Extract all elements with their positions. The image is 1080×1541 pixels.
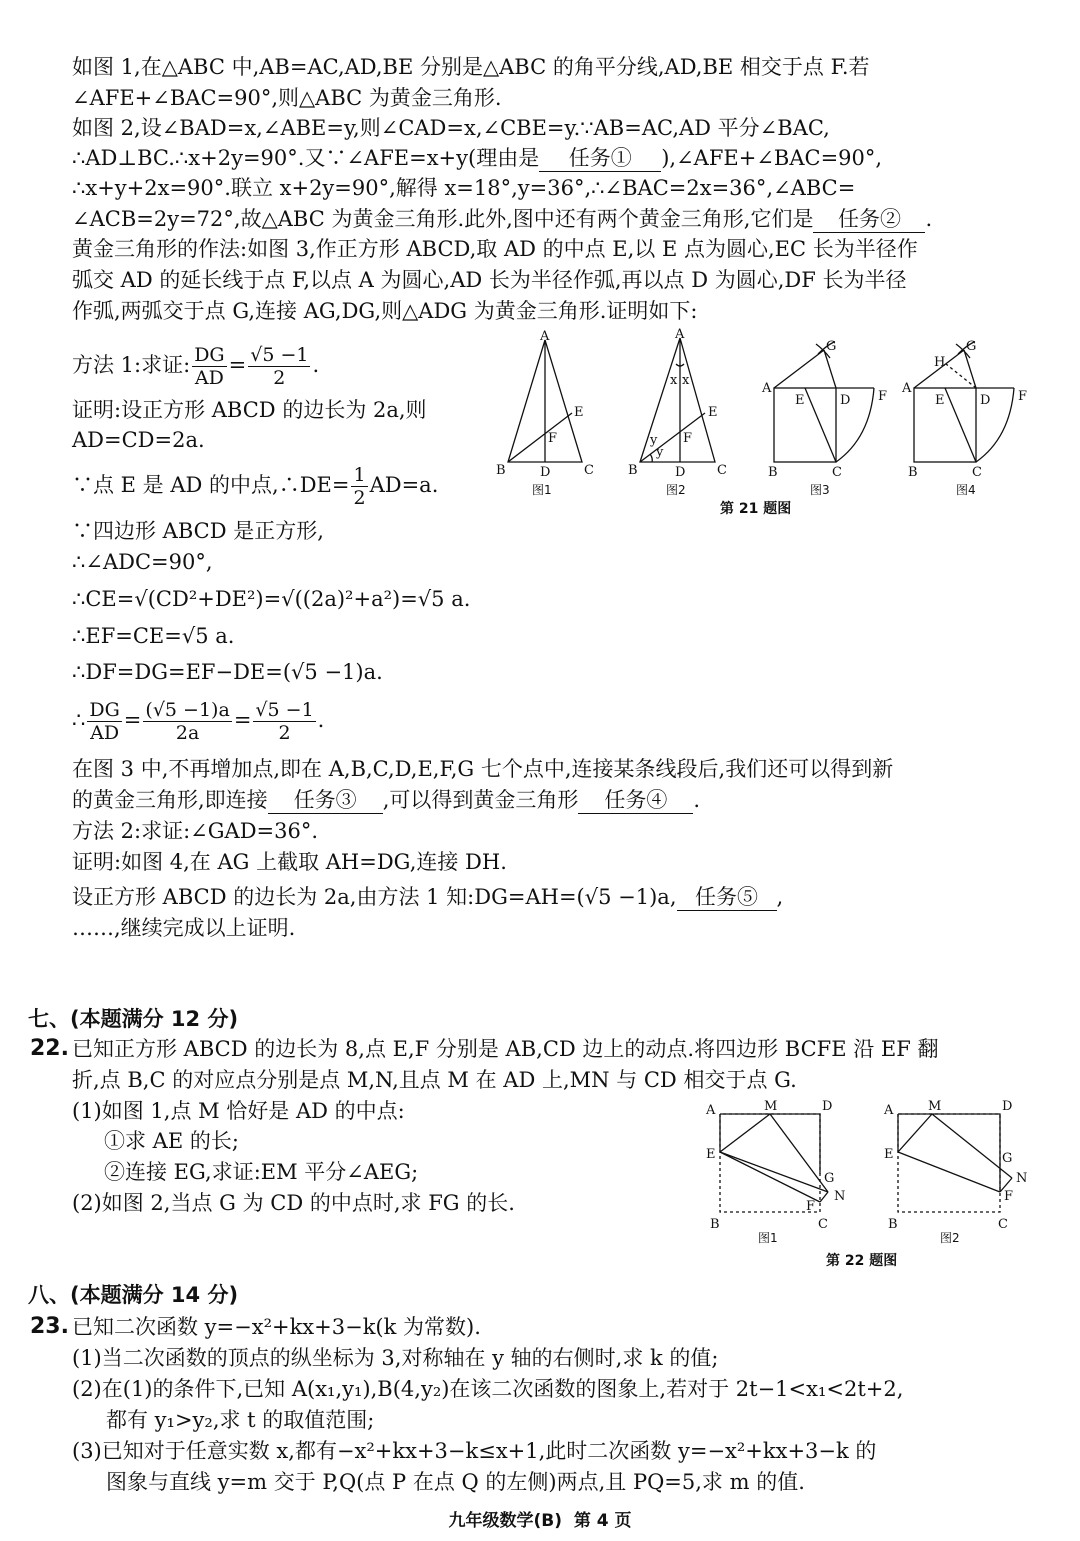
fig3-line-2 xyxy=(72,785,700,815)
svg-text:F: F xyxy=(1004,1189,1014,1204)
svg-text:D: D xyxy=(840,393,851,408)
q22-part-1b: ②连接 EG,求证:EM 平分∠AEG; xyxy=(104,1160,419,1184)
frac-num: √5 −1 xyxy=(250,344,309,366)
method1-line-4-a: ∵点 E 是 AD 的中点,∴DE= xyxy=(72,473,350,497)
svg-text:x: x xyxy=(670,373,678,388)
svg-text:C: C xyxy=(972,465,982,480)
svg-text:E: E xyxy=(935,393,945,408)
frac-den: AD xyxy=(90,722,120,744)
fraction-dg-ad xyxy=(192,344,226,389)
frac-den: AD xyxy=(194,367,224,389)
method2-line-3-b: , xyxy=(776,885,784,909)
svg-text:N: N xyxy=(1016,1171,1028,1186)
q21-line-4-a: ∴AD⊥BC.∴x+2y=90°.又∵∠AFE=x+y(理由是 xyxy=(72,146,540,170)
fraction-dg-ad-2 xyxy=(87,699,121,744)
method1-line-2: 证明:设正方形 ABCD 的边长为 2a,则 xyxy=(72,398,427,422)
svg-text:B: B xyxy=(768,465,778,480)
svg-text:A: A xyxy=(675,328,685,342)
q22-figures xyxy=(700,1094,1040,1246)
q23-part-1: (1)当二次函数的顶点的纵坐标为 3,对称轴在 y 轴的右侧时,求 k 的值; xyxy=(72,1346,719,1370)
svg-text:A: A xyxy=(884,1103,894,1118)
q22-fig2-abcd xyxy=(898,1114,1000,1212)
svg-text:B: B xyxy=(496,463,506,478)
svg-text:E: E xyxy=(795,393,805,408)
q22-fig2-caption: 图2 xyxy=(940,1231,960,1245)
fig2-caption: 图2 xyxy=(666,483,686,497)
frac-num: √5 −1 xyxy=(255,699,314,721)
method1-line-9: ∴DF=DG=EF−DE=(√5 −1)a. xyxy=(72,660,383,684)
q21-line-7: 黄金三角形的作法:如图 3,作正方形 ABCD,取 AD 的中点 E,以 E 点为圆心,EC 长为半径作 xyxy=(72,237,918,261)
task3-blank: 任务③ xyxy=(268,787,383,814)
svg-text:G: G xyxy=(1002,1151,1013,1166)
q22-line-2: 折,点 B,C 的对应点分别是点 M,N,且点 M 在 AD 上,MN 与 CD 相交于点 G. xyxy=(72,1068,797,1092)
frac-num: 1 xyxy=(353,464,366,486)
frac-den: 2 xyxy=(353,487,366,509)
svg-text:D: D xyxy=(675,465,686,480)
svg-text:C: C xyxy=(998,1217,1008,1232)
q22-fig2-em xyxy=(898,1114,932,1152)
fig4-ec xyxy=(945,388,976,462)
svg-text:M: M xyxy=(764,1099,778,1114)
q22-part-2: (2)如图 2,当点 G 为 CD 的中点时,求 FG 的长. xyxy=(72,1191,515,1215)
q21-line-6-a: ∠ACB=2y=72°,故△ABC 为黄金三角形.此外,图中还有两个黄金三角形,它们是 xyxy=(72,207,814,231)
svg-text:H: H xyxy=(934,355,946,370)
svg-text:G: G xyxy=(966,339,977,354)
frac-den: 2 xyxy=(273,367,286,389)
q22-part-1a: ①求 AE 的长; xyxy=(104,1129,239,1153)
therefore-sign: ∴ xyxy=(72,708,86,732)
svg-text:D: D xyxy=(822,1099,833,1114)
q23-line-1: 已知二次函数 y=−x²+kx+3−k(k 为常数). xyxy=(72,1315,481,1339)
fig3-ag xyxy=(774,350,824,388)
fraction-half xyxy=(351,464,367,509)
svg-text:A: A xyxy=(540,329,550,344)
fig3-line-2-a: 的黄金三角形,即连接 xyxy=(72,788,268,812)
svg-text:D: D xyxy=(980,393,991,408)
svg-text:E: E xyxy=(884,1147,894,1162)
fig2-labels xyxy=(628,328,727,480)
q22-fig1-mn xyxy=(770,1114,828,1192)
q21-line-5: ∴x+y+2x=90°.联立 x+2y=90°,解得 x=18°,y=36°,∴∠BAC=2x=36°,∠ABC= xyxy=(72,176,856,200)
method1-line-6: ∴∠ADC=90°, xyxy=(72,550,213,574)
method2-line-1: 方法 2:求证:∠GAD=36°. xyxy=(72,819,319,843)
svg-text:B: B xyxy=(628,463,638,478)
fraction-golden-2 xyxy=(253,699,315,744)
fig4-labels xyxy=(901,339,1027,480)
svg-text:B: B xyxy=(888,1217,898,1232)
task5-blank: 任务⑤ xyxy=(677,884,777,911)
svg-text:C: C xyxy=(818,1217,828,1232)
section-8-heading: 八、(本题满分 14 分) xyxy=(28,1283,239,1307)
q21-line-4 xyxy=(72,143,882,173)
svg-text:G: G xyxy=(824,1171,835,1186)
fig3-labels xyxy=(761,339,887,480)
task4-blank: 任务④ xyxy=(578,787,693,814)
svg-text:F: F xyxy=(806,1199,816,1214)
method2-line-2: 证明:如图 4,在 AG 上截取 AH=DG,连接 DH. xyxy=(72,850,507,874)
fig4-square xyxy=(914,388,976,462)
svg-text:B: B xyxy=(710,1217,720,1232)
fig3-square xyxy=(774,388,836,462)
page-footer: 九年级数学(B) 第 4 页 xyxy=(448,1511,632,1531)
q22-line-1: 已知正方形 ABCD 的边长为 8,点 E,F 分别是 AB,CD 边上的动点.将四边形 BCFE 沿 EF 翻 xyxy=(72,1037,939,1061)
q22-number: 22. xyxy=(30,1036,69,1061)
svg-text:y: y xyxy=(656,445,664,460)
q22-fig1-fn xyxy=(820,1192,828,1202)
method2-line-4: ……,继续完成以上证明. xyxy=(72,916,296,940)
q21-figures xyxy=(490,328,1050,518)
section-7-heading: 七、(本题满分 12 分) xyxy=(28,1007,239,1031)
fig4-caption: 图4 xyxy=(956,483,976,497)
q21-line-8: 弧交 AD 的延长线于点 F,以点 A 为圆心,AD 长为半径作弧,再以点 D 为圆心,DF 长为半径 xyxy=(72,268,907,292)
method1-line-10: ∴ $\frac{DG}{AD}$ = $\frac{(√5 -1)a}{2a}$ = $\frac{√5 -1}{2}$ . xyxy=(72,699,325,744)
method1-line-7: ∴CE=√(CD²+DE²)=√((2a)²+a²)=√5 a. xyxy=(72,587,471,611)
svg-text:C: C xyxy=(717,463,727,478)
q21-line-1: 如图 1,在△ABC 中,AB=AC,AD,BE 分别是△ABC 的角平分线,AD,BE 相交于点 F.若 xyxy=(72,55,870,79)
fig3-caption: 图3 xyxy=(810,483,830,497)
q21-line-6-b: . xyxy=(925,207,933,231)
method2-line-3-a: 设正方形 ABCD 的边长为 2a,由方法 1 知:DG=AH=(√5 −1)a, xyxy=(72,885,677,909)
svg-text:E: E xyxy=(574,405,584,420)
q21-line-2: ∠AFE+∠BAC=90°,则△ABC 为黄金三角形. xyxy=(72,86,502,110)
svg-text:F: F xyxy=(878,389,888,404)
svg-text:x: x xyxy=(682,373,690,388)
svg-text:F: F xyxy=(548,431,558,446)
svg-text:C: C xyxy=(584,463,594,478)
fig3-line-1: 在图 3 中,不再增加点,即在 A,B,C,D,E,F,G 七个点中,连接某条线段后,我们还可以得到新 xyxy=(72,757,894,781)
svg-text:E: E xyxy=(708,405,718,420)
svg-text:C: C xyxy=(832,465,842,480)
method1-line-8: ∴EF=CE=√5 a. xyxy=(72,624,235,648)
q22-fig1-top xyxy=(720,1114,820,1174)
method1-claim: 方法 1:求证: $\frac{DG}{AD}$ = $\frac{√5 -1}{2}$ . xyxy=(72,344,320,389)
q22-fig1-ef xyxy=(720,1152,820,1202)
svg-text:N: N xyxy=(834,1189,846,1204)
method1-line-5: ∵四边形 ABCD 是正方形, xyxy=(72,519,324,543)
q22-fig1-abcd xyxy=(720,1114,820,1212)
svg-text:D: D xyxy=(540,465,551,480)
svg-text:F: F xyxy=(683,431,693,446)
method1-line-4-b: AD=a. xyxy=(369,473,439,497)
svg-text:D: D xyxy=(1002,1099,1013,1114)
svg-text:A: A xyxy=(902,381,912,396)
method1-line-4 xyxy=(72,460,438,510)
frac-num: DG xyxy=(89,699,120,721)
frac-den: 2 xyxy=(278,722,291,744)
method1-label: 方法 1:求证: xyxy=(72,353,191,377)
svg-text:E: E xyxy=(706,1147,716,1162)
q22-fig1-en xyxy=(720,1152,828,1192)
svg-text:y: y xyxy=(650,433,658,448)
fig1-be xyxy=(508,413,572,462)
q21-line-3: 如图 2,设∠BAD=x,∠ABE=y,则∠CAD=x,∠CBE=y.∵AB=AC,AD 平分∠BAC, xyxy=(72,116,830,140)
fig1-caption: 图1 xyxy=(532,483,552,497)
method1-line-3: AD=CD=2a. xyxy=(72,428,205,452)
svg-text:B: B xyxy=(908,465,918,480)
q23-part-2: (2)在(1)的条件下,已知 A(x₁,y₁),B(4,y₂)在该二次函数的图象上,若对于 2t−1<x₁<2t+2, xyxy=(72,1377,904,1401)
q22-part-1: (1)如图 1,点 M 恰好是 AD 的中点: xyxy=(72,1099,405,1123)
q21-line-9: 作弧,两弧交于点 G,连接 AG,DG,则△ADG 为黄金三角形.证明如下: xyxy=(72,299,698,323)
fraction-golden xyxy=(248,344,310,389)
svg-text:A: A xyxy=(706,1103,716,1118)
fig4-dg xyxy=(964,350,976,388)
svg-text:G: G xyxy=(826,339,837,354)
svg-text:A: A xyxy=(762,381,772,396)
q22-fig1-em xyxy=(720,1114,770,1152)
method2-line-3 xyxy=(72,882,783,912)
q21-line-6 xyxy=(72,204,932,234)
q22-fig1-caption: 图1 xyxy=(758,1231,778,1245)
q23-part-2b: 都有 y₁>y₂,求 t 的取值范围; xyxy=(106,1408,375,1432)
q21-line-4-b: ),∠AFE+∠BAC=90°, xyxy=(661,146,883,170)
task2-blank: 任务② xyxy=(813,206,925,233)
q22-figure-title: 第 22 题图 xyxy=(826,1253,898,1269)
svg-text:M: M xyxy=(928,1099,942,1114)
fraction-expanded xyxy=(143,699,231,744)
fig3-line-2-c: . xyxy=(693,788,701,812)
frac-num: DG xyxy=(194,344,225,366)
fig4-dh xyxy=(946,364,976,388)
q23-part-3b: 图象与直线 y=m 交于 P,Q(点 P 在点 Q 的左侧)两点,且 PQ=5,求 m 的值. xyxy=(106,1470,805,1494)
task1-blank: 任务① xyxy=(539,145,661,172)
q23-part-3: (3)已知对于任意实数 x,都有−x²+kx+3−k≤x+1,此时二次函数 y=−x²+kx+3−k 的 xyxy=(72,1439,877,1463)
fig3-dg xyxy=(824,350,836,388)
frac-den: 2a xyxy=(175,722,200,744)
q23-number: 23. xyxy=(30,1314,69,1339)
fig3-ec xyxy=(805,388,836,462)
fig3-line-2-b: ,可以得到黄金三角形 xyxy=(382,788,579,812)
q21-figure-title: 第 21 题图 xyxy=(720,501,792,517)
svg-text:F: F xyxy=(1018,389,1028,404)
frac-num: (√5 −1)a xyxy=(145,699,230,721)
q22-fig2-ef xyxy=(898,1152,1000,1192)
